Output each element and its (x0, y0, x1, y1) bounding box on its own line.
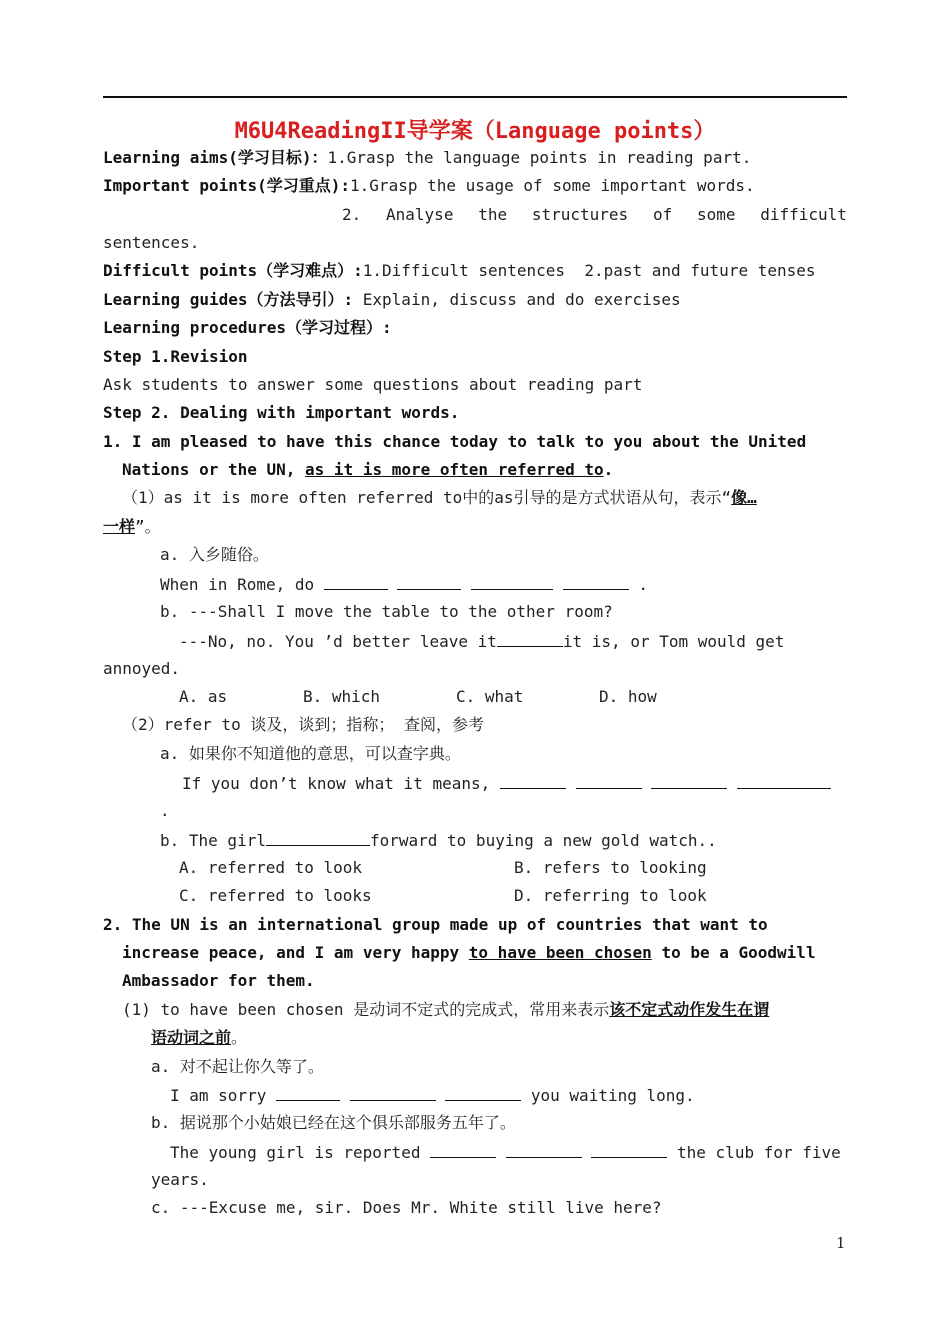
item1-c-dot: . (160, 801, 170, 820)
step2-heading: Step 2. Dealing with important words. (103, 403, 460, 422)
item2-line3: Ambassador for them. (122, 971, 315, 990)
word: 2. (342, 205, 362, 224)
difficult-text: 1.Difficult sentences 2.past and future tenses (362, 261, 816, 280)
answer-blank[interactable] (471, 574, 553, 590)
difficult-label: Difficult points（学习难点）: (103, 261, 363, 280)
aims-text: 1.Grasp the language points in reading part. (327, 148, 752, 167)
step1-text: Ask students to answer some questions about reading part (103, 375, 643, 394)
option-c: C. what (456, 687, 524, 706)
item2-underlined-phrase: to have been chosen (468, 943, 652, 962)
option2-c: C. referred to looks (179, 886, 372, 905)
item2-b-post: the club for five (677, 1143, 841, 1162)
word: some (696, 205, 736, 224)
word: the (478, 205, 508, 224)
answer-blank[interactable] (266, 830, 370, 846)
item2-note-post: 。 (231, 1028, 248, 1047)
item2-b-cn: b. 据说那个小姑娘已经在这个俱乐部服务五年了。 (151, 1113, 516, 1132)
guides-text: Explain, discuss and do exercises (353, 290, 681, 309)
note1-post: ”。 (135, 517, 161, 536)
item2-note-underlined: 该不定式动作发生在谓 (609, 1000, 770, 1019)
d-pre: b. The girl (160, 831, 266, 850)
answer-blank[interactable] (430, 1142, 496, 1158)
item2-a-pre: I am sorry (170, 1086, 267, 1105)
word: of (652, 205, 673, 224)
a-en-pre: When in Rome, do (160, 575, 315, 594)
item2-note-pre: (1) to have been chosen 是动词不定式的完成式，常用来表示 (122, 1000, 610, 1019)
c-en-pre: If you don’t know what it means, (182, 774, 491, 793)
answer-blank[interactable] (576, 773, 642, 789)
item1-a-en (160, 574, 648, 595)
b-answer-pre: ---No, no. You ’d better leave it (179, 632, 497, 651)
option2-d: D. referring to look (514, 886, 707, 905)
item2-note-cont (151, 1028, 247, 1048)
procedures-label: Learning procedures（学习过程）: (103, 318, 392, 337)
item2-line1: 2. The UN is an international group made up of countries that want to (103, 915, 768, 934)
answer-blank[interactable] (563, 574, 629, 590)
item1-underlined-phrase: as it is more often referred to (305, 460, 604, 479)
answer-blank[interactable] (651, 773, 727, 789)
guides-line (103, 290, 681, 310)
item1-note2: （2）refer to 谈及，谈到；指称； 查阅，参考 (122, 715, 484, 734)
item1-c-en (182, 773, 831, 794)
important-text: 1.Grasp the usage of some important words. (350, 176, 755, 195)
step1-heading: Step 1.Revision (103, 347, 248, 366)
item1-line1: 1. I am pleased to have this chance today to talk to you about the United (103, 432, 807, 451)
item2-line2-post: to be a Goodwill (651, 943, 816, 962)
aims-label: Learning aims(学习目标)： (103, 148, 328, 167)
item1-line2-pre: Nations or the UN, (122, 460, 306, 479)
item2-a-cn: a. 对不起让你久等了。 (151, 1057, 324, 1076)
item2-line2 (122, 943, 816, 963)
item1-b-question: b. ---Shall I move the table to the other room? (160, 602, 613, 621)
page-title: M6U4ReadingII导学案（Language points） (234, 119, 716, 144)
answer-blank[interactable] (445, 1085, 521, 1101)
item1-note1 (122, 488, 757, 508)
answer-blank[interactable] (397, 574, 461, 590)
item2-a-en (170, 1085, 695, 1106)
item1-line2-post: . (603, 460, 614, 479)
answer-blank[interactable] (497, 631, 563, 647)
word: structures (531, 205, 629, 224)
important-line-3: sentences. (103, 233, 200, 252)
item1-d (160, 830, 717, 851)
answer-blank[interactable] (500, 773, 566, 789)
guides-label: Learning guides（方法导引）: (103, 290, 354, 309)
item2-b-cont: years. (151, 1170, 209, 1189)
important-line (103, 176, 755, 196)
note1-underlined: 像… (731, 488, 757, 507)
option-d: D. how (599, 687, 657, 706)
answer-blank[interactable] (737, 773, 831, 789)
word: Analyse (386, 205, 454, 224)
word: difficult (760, 205, 847, 224)
item2-b-en (170, 1142, 841, 1163)
answer-blank[interactable] (506, 1142, 582, 1158)
item1-a-cn: a. 入乡随俗。 (160, 545, 269, 564)
item1-line2 (122, 460, 613, 480)
item2-c-question: c. ---Excuse me, sir. Does Mr. White still live here? (151, 1198, 662, 1217)
d-post: forward to buying a new gold watch.. (369, 831, 717, 850)
option2-a: A. referred to look (179, 858, 363, 877)
item1-b-cont: annoyed. (103, 659, 181, 678)
note1-pre: （1）as it is more often referred to中的as引导的是方式状语从句，表示“ (122, 488, 732, 507)
item2-note (122, 1000, 769, 1020)
option2-b: B. refers to looking (514, 858, 707, 877)
item1-note1-cont (103, 517, 161, 537)
item1-c-cn: a. 如果你不知道他的意思，可以查字典。 (160, 744, 461, 763)
answer-blank[interactable] (591, 1142, 667, 1158)
item2-a-post: you waiting long. (530, 1086, 695, 1105)
item2-line2-pre: increase peace, and I am very happy (122, 943, 469, 962)
option-b: B. which (303, 687, 381, 706)
item2-note-underlined-cont: 语动词之前 (151, 1028, 232, 1047)
header-rule (103, 96, 847, 98)
difficult-line (103, 261, 816, 281)
aims-line (103, 148, 751, 168)
item1-b-answer (179, 631, 784, 652)
important-label: Important points(学习重点): (103, 176, 351, 195)
page-number: 1 (836, 1234, 846, 1252)
b-answer-post: it is, or Tom would get (562, 632, 785, 651)
answer-blank[interactable] (276, 1085, 340, 1101)
answer-blank[interactable] (350, 1085, 436, 1101)
important-line-2 (342, 205, 847, 225)
item2-b-pre: The young girl is reported (170, 1143, 421, 1162)
answer-blank[interactable] (324, 574, 388, 590)
a-en-post: . (638, 575, 648, 594)
note1-underlined-cont: 一样 (103, 517, 136, 536)
option-a: A. as (179, 687, 228, 706)
